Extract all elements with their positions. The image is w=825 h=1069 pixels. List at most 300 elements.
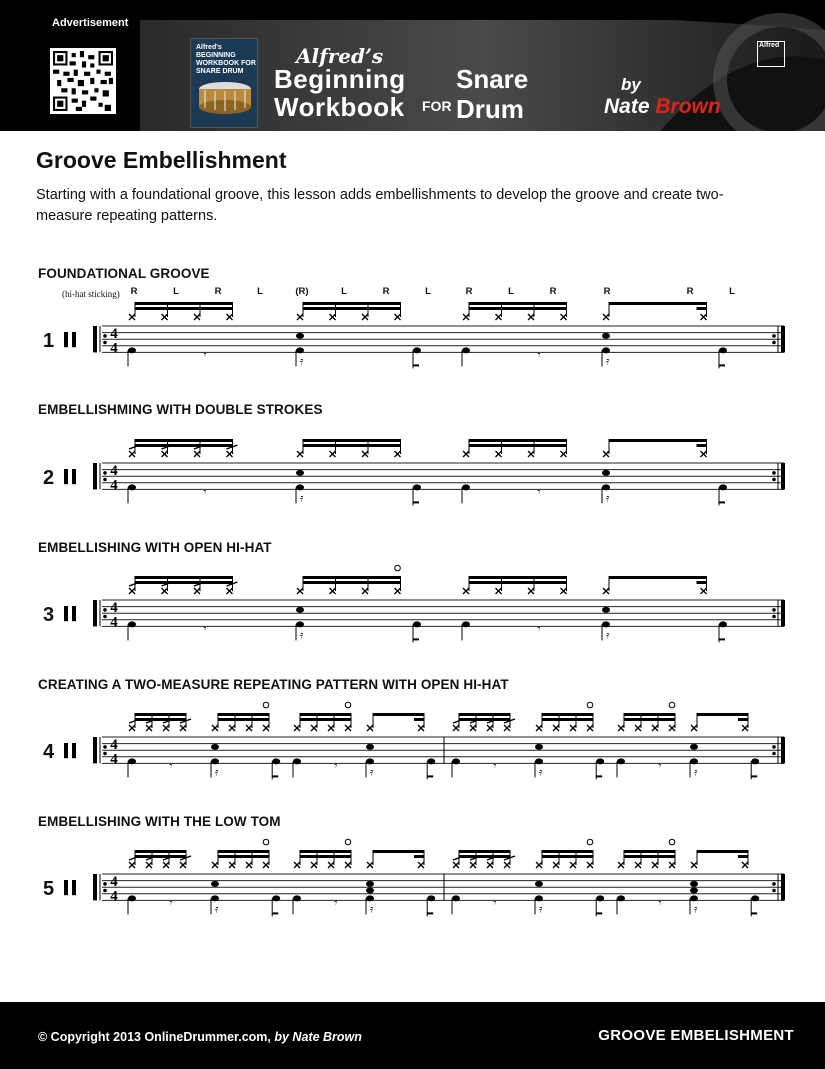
footer-copyright [38,1030,362,1044]
beam [135,307,233,310]
hi-hat-note [528,314,534,320]
rest-icon: 𝄿 [539,765,543,779]
repeat-end-barline [781,326,785,352]
snare-note [602,333,610,339]
beam [542,718,593,721]
bass-drum-note [719,347,727,353]
open-hi-hat-icon [587,839,593,845]
repeat-start-barline [93,874,97,900]
rest-icon: 𝄾 [169,759,173,773]
hi-hat-note [311,725,317,731]
beam [303,444,401,447]
sticking-mark: L [508,286,514,297]
beam [135,302,233,305]
open-hi-hat-icon [263,702,269,708]
hi-hat-note [246,725,252,731]
beam [609,302,707,305]
hi-hat-note [229,862,235,868]
hi-hat-note [330,588,336,594]
open-hi-hat-icon [669,702,675,708]
footer-author: by Nate Brown [274,1030,362,1044]
double-stroke-slash [504,719,515,723]
bass-drum-note [128,347,136,353]
snare-note [366,881,374,887]
repeat-dot [103,882,107,886]
rest-icon: 𝄿 [300,628,304,642]
hi-hat-note [487,862,493,868]
hi-hat-note [263,862,269,868]
hi-hat-note [146,862,152,868]
beam [542,713,593,716]
hi-hat-note [229,725,235,731]
hi-hat-note [463,588,469,594]
rest-icon: 𝄾 [203,348,207,362]
percussion-clef-icon [64,606,68,621]
beam [469,581,567,584]
rest-icon: 𝄾 [169,896,173,910]
sticking-mark: L [341,286,347,297]
sticking-mark: (R) [295,286,309,297]
sticking-mark: L [729,286,735,297]
beam [135,581,233,584]
hi-hat-note [146,725,152,731]
hi-hat-note [691,725,697,731]
brand-author [604,95,721,119]
hi-hat-note [162,588,168,594]
hi-hat-note [652,862,658,868]
bass-drum-note [211,758,219,764]
hi-hat-note [362,314,368,320]
hi-hat-note [330,451,336,457]
repeat-dot [772,341,776,345]
bass-drum-note [293,758,301,764]
bass-drum-note [602,484,610,490]
repeat-dot [103,341,107,345]
hi-hat-note [603,588,609,594]
bass-drum-note [719,621,727,627]
beam [542,850,593,853]
hi-hat-note [129,451,135,457]
hi-hat-note [246,862,252,868]
beam [300,850,351,853]
hi-hat-note [311,862,317,868]
hi-hat-note [652,862,658,868]
bass-drum-note [296,484,304,490]
hi-hat-note [635,725,641,731]
hi-hat-note [194,588,200,594]
hi-hat-note [362,314,368,320]
percussion-clef-icon [64,743,68,758]
bass-drum-note [413,484,421,490]
hi-hat-note [553,725,559,731]
percussion-clef-icon [72,606,76,621]
sticking-mark: L [173,286,179,297]
open-hi-hat-icon [669,839,675,845]
hi-hat-note [603,314,609,320]
double-stroke-slash [487,856,498,860]
rest-icon: 𝄾 [658,759,662,773]
hi-hat-note [294,862,300,868]
hi-hat-note [395,314,401,320]
hi-hat-note [528,451,534,457]
hi-hat-note [129,314,135,320]
flag [719,501,725,503]
hi-hat-note [194,314,200,320]
sticking-mark: R [382,286,390,297]
qr-code-icon [53,51,113,111]
hi-hat-note [453,862,459,868]
hi-hat-note [487,862,493,868]
beam [135,713,186,716]
repeat-dot [772,882,776,886]
time-signature-bottom: 4 [110,614,118,631]
double-stroke-slash [470,719,481,723]
percussion-clef-icon [72,743,76,758]
bass-drum-note [128,758,136,764]
repeat-end-barline [781,874,785,900]
bass-drum-note [427,758,435,764]
hi-hat-note [635,862,641,868]
hi-hat-note [227,451,233,457]
hi-hat-note [742,862,748,868]
beam [303,302,401,305]
hi-hat-note [587,725,593,731]
sticking-mark: R [686,286,694,297]
repeat-dot [772,745,776,749]
double-stroke-slash [194,582,205,586]
rest-icon: 𝄾 [658,896,662,910]
beam [697,307,707,310]
double-stroke-slash [453,856,464,860]
double-stroke-slash [163,856,174,860]
repeat-dot [772,889,776,893]
repeat-end-barline [781,600,785,626]
beam [459,850,510,853]
hi-hat-note [345,725,351,731]
example-number: 4 [43,741,55,763]
snare-note [211,744,219,750]
example-number: 2 [43,467,55,489]
beam [300,713,351,716]
double-stroke-slash [227,582,238,586]
hi-hat-note [603,588,609,594]
hi-hat-note [194,451,200,457]
flag [596,912,602,914]
hi-hat-note [129,588,135,594]
rest-icon: 𝄿 [300,354,304,368]
snare-drum-icon [197,79,253,115]
qr-code[interactable] [50,48,116,114]
hi-hat-note [691,725,697,731]
beam [697,713,748,716]
hi-hat-note [212,725,218,731]
bass-drum-note [366,895,374,901]
hi-hat-note [701,314,707,320]
bass-drum-note [296,621,304,627]
hi-hat-note [162,588,168,594]
hi-hat-note [227,451,233,457]
snare-note [690,881,698,887]
hi-hat-note [180,725,186,731]
hi-hat-note [553,862,559,868]
percussion-clef-icon [72,880,76,895]
beam [459,718,510,721]
hi-hat-note [163,725,169,731]
repeat-dot [103,752,107,756]
example-number: 5 [43,878,55,900]
hi-hat-note [328,862,334,868]
bass-drum-note [211,895,219,901]
hi-hat-note [297,314,303,320]
hi-hat-note [561,588,567,594]
hi-hat-note [367,862,373,868]
bass-drum-note [596,895,604,901]
bass-drum-note [293,895,301,901]
hi-hat-note [297,588,303,594]
hi-hat-note [691,862,697,868]
author-first-name: Nate [604,95,650,118]
hi-hat-note [311,725,317,731]
beam [738,855,748,858]
advertisement-label: Advertisement [52,17,129,29]
brand-by: by [621,75,641,94]
page-title: Groove Embellishment [36,147,287,173]
rest-icon: 𝄾 [537,622,541,636]
beam [469,576,567,579]
hi-hat-note [528,588,534,594]
hi-hat-note [701,588,707,594]
hi-hat-note [395,588,401,594]
hi-hat-note [463,451,469,457]
beam [624,855,675,858]
bass-drum-note [427,895,435,901]
hi-hat-note [561,451,567,457]
footer-title: GROOVE EMBELISHMENT [598,1027,794,1044]
sticking-mark: L [425,286,431,297]
rest-icon: 𝄿 [606,354,610,368]
example-heading: FOUNDATIONAL GROOVE [38,266,210,281]
open-hi-hat-icon [345,839,351,845]
hi-hat-note [328,862,334,868]
hi-hat-note [146,862,152,868]
hi-hat-note [504,862,510,868]
hi-hat-note [246,725,252,731]
beam [135,850,186,853]
sticking-mark: R [549,286,557,297]
snare-note [296,607,304,613]
bass-drum-note [617,758,625,764]
double-stroke-slash [504,856,515,860]
beam [469,307,567,310]
hi-hat-note [418,725,424,731]
repeat-dot [103,334,107,338]
hi-hat-note [194,588,200,594]
hi-hat-note [504,862,510,868]
hi-hat-note [701,451,707,457]
beam [135,576,233,579]
hi-hat-note [496,588,502,594]
hi-hat-note [297,588,303,594]
repeat-dot [103,478,107,482]
beam [697,581,707,584]
percussion-clef-icon [72,469,76,484]
hi-hat-note [330,588,336,594]
bass-drum-note [413,621,421,627]
rest-icon: 𝄿 [606,491,610,505]
hi-hat-note [553,862,559,868]
beam [697,850,748,853]
hi-hat-note [669,725,675,731]
hi-hat-note [129,314,135,320]
beam [300,718,351,721]
flag [427,775,433,777]
hi-hat-note [487,725,493,731]
rest-icon: 𝄾 [493,896,497,910]
snare-note [211,881,219,887]
beam [469,439,567,442]
open-hi-hat-icon [263,839,269,845]
flag [751,775,757,777]
hi-hat-note [328,725,334,731]
bass-drum-note [462,484,470,490]
hi-hat-note [652,725,658,731]
example-number: 3 [43,604,55,626]
double-stroke-slash [146,856,157,860]
hi-hat-note [227,314,233,320]
hi-hat-note [536,725,542,731]
bass-drum-note [535,758,543,764]
percussion-clef-icon [64,332,68,347]
snare-note [690,744,698,750]
hi-hat-note [418,725,424,731]
low-tom-note [366,888,374,894]
hi-hat-note [395,588,401,594]
bass-drum-note [617,895,625,901]
time-signature-bottom: 4 [110,751,118,768]
beam [414,718,424,721]
bass-drum-note [535,895,543,901]
advertisement-banner[interactable] [0,0,825,131]
beam [303,581,401,584]
hi-hat-note [129,862,135,868]
double-stroke-slash [129,719,140,723]
bass-drum-note [452,758,460,764]
hi-hat-note [742,862,748,868]
percussion-clef-icon [64,469,68,484]
snare-note [296,470,304,476]
hi-hat-note [263,725,269,731]
bass-drum-note [462,347,470,353]
rest-icon: 𝄾 [334,896,338,910]
beam [624,713,675,716]
flag [427,912,433,914]
snare-note [535,881,543,887]
hi-hat-note [618,725,624,731]
hi-hat-note [162,451,168,457]
bass-drum-note [602,347,610,353]
rest-icon: 𝄿 [370,765,374,779]
hi-hat-note [229,862,235,868]
hi-hat-note [701,588,707,594]
example-heading: EMBELLISHING WITH OPEN HI-HAT [38,540,272,555]
hi-hat-note [536,725,542,731]
time-signature-bottom: 4 [110,477,118,494]
hi-hat-note [129,451,135,457]
hi-hat-note [297,314,303,320]
double-stroke-slash [194,445,205,449]
author-last-name: Brown [655,95,721,118]
hi-hat-note [742,725,748,731]
repeat-start-barline [93,326,97,352]
sticking-mark: R [465,286,473,297]
bass-drum-note [596,758,604,764]
open-hi-hat-icon [587,702,593,708]
hi-hat-note [311,862,317,868]
hi-hat-note [345,862,351,868]
hi-hat-note [395,451,401,457]
brand-drum: Drum [456,94,524,124]
hi-hat-note [418,862,424,868]
hi-hat-note [294,725,300,731]
time-signature-top: 4 [110,737,118,754]
repeat-dot [772,752,776,756]
hi-hat-sticking-label: (hi-hat sticking) [62,289,120,299]
flag [413,364,419,366]
hi-hat-note [463,451,469,457]
hi-hat-note [618,862,624,868]
hi-hat-note [570,725,576,731]
beam [373,713,424,716]
bass-drum-note [602,621,610,627]
hi-hat-note [635,862,641,868]
beam [218,713,269,716]
hi-hat-note [367,862,373,868]
snare-note [602,470,610,476]
beam [303,307,401,310]
rest-icon: 𝄿 [694,765,698,779]
publisher-logo-text: Alfred [759,42,780,49]
beam [135,439,233,442]
hi-hat-note [294,725,300,731]
snare-note [602,607,610,613]
hi-hat-note [570,725,576,731]
hi-hat-note [367,725,373,731]
beam [218,855,269,858]
double-stroke-slash [487,719,498,723]
bass-drum-note [128,484,136,490]
beam [414,855,424,858]
hi-hat-note [528,588,534,594]
hi-hat-note [496,314,502,320]
hi-hat-note [328,725,334,731]
bass-drum-note [296,347,304,353]
sticking-mark: R [130,286,138,297]
hi-hat-note [570,862,576,868]
beam [303,576,401,579]
hi-hat-note [180,862,186,868]
hi-hat-note [453,725,459,731]
double-stroke-slash [180,856,191,860]
hi-hat-note [635,725,641,731]
hi-hat-note [194,314,200,320]
hi-hat-note [162,314,168,320]
beam [469,444,567,447]
flag [413,501,419,503]
repeat-end-barline [781,737,785,763]
hi-hat-note [362,588,368,594]
repeat-start-barline [93,737,97,763]
flag [751,912,757,914]
